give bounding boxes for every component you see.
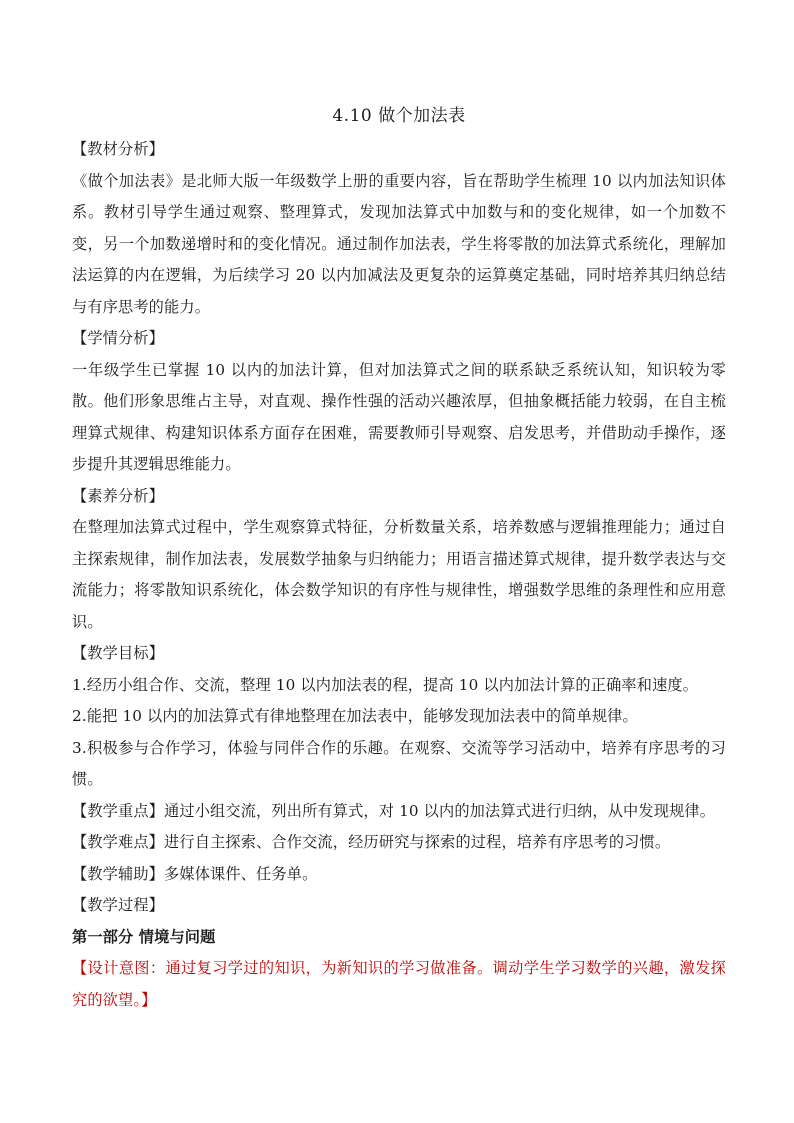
page-title: 4.10 做个加法表 xyxy=(332,106,466,126)
section-heading-key-point: 【教学重点】 xyxy=(72,801,165,820)
goal-item-1: 1.经历小组合作、交流，整理 10 以内加法表的程，提高 10 以内加法计算的正确率和速度。 xyxy=(72,675,699,694)
section-heading-literacy: 【素养分析】 xyxy=(72,486,165,505)
section-body-key-point: 通过小组交流，列出所有算式，对 10 以内的加法算式进行归纳，从中发现规律。 xyxy=(164,801,716,820)
section-heading-difficulty: 【教学难点】 xyxy=(72,833,165,851)
section-key-point xyxy=(72,796,726,828)
section-heading-process: 【教学过程】 xyxy=(72,896,165,914)
document-page xyxy=(72,104,726,1016)
goal-item-2: 2.能把 10 以内的加法算式有律地整理在加法表中，能够发现加法表中的简单规律。 xyxy=(72,707,638,725)
goal-item-3: 3.积极参与合作学习，体验与同伴合作的乐趣。在观察、交流等学习活动中，培养有序思考的习惯。 xyxy=(72,738,726,788)
section-difficulty xyxy=(72,827,726,859)
part-one-title: 第一部分 情境与问题 xyxy=(72,927,216,946)
section-heading-students: 【学情分析】 xyxy=(72,329,165,347)
section-body-students: 一年级学生已掌握 10 以内的加法计算，但对加法算式之间的联系缺乏系统认知，知识较为零散。他们形象思维占主导，对直观、操作性强的活动兴趣浓厚，但抽象概括能力较弱，在自主梳理算式规律、构建知识体系方面存在困难，需要教师引导观察、启发思考，并借助动手操作，逐步提升其逻辑思维能力。 xyxy=(72,360,726,473)
section-heading-goals: 【教学目标】 xyxy=(72,644,165,662)
section-body-literacy: 在整理加法算式过程中，学生观察算式特征，分析数量关系，培养数感与逻辑推理能力；通过自主探索规律，制作加法表，发展数学抽象与归纳能力；用语言描述算式规律，提升数学表达与交流能力；将零散知识系统化，体会数学知识的有序性与规律性，增强数学思维的条理性和应用意识。 xyxy=(72,518,726,631)
section-aids xyxy=(72,859,726,891)
section-heading-aids: 【教学辅助】 xyxy=(72,864,165,883)
section-heading-textbook: 【教材分析】 xyxy=(72,140,165,158)
section-body-textbook: 《做个加法表》是北师大版一年级数学上册的重要内容，旨在帮助学生梳理 10 以内加法知识体系。教材引导学生通过观察、整理算式，发现加法算式中加数与和的变化规律，如一个加数不变，另一个加数递增时和的变化情况。通过制作加法表，学生将零散的加法算式系统化，理解加法运算的内在逻辑，为后续学习 20 以内加减法及更复杂的运算奠定基础，同时培养其归纳总结与有序思考的能力。 xyxy=(72,171,726,316)
section-body-aids: 多媒体课件、任务单。 xyxy=(164,864,318,883)
design-intent-note: 【设计意图：通过复习学过的知识，为新知识的学习做准备。调动学生学习数学的兴趣，激发探究的欲望。】 xyxy=(72,959,726,1009)
section-body-difficulty: 进行自主探索、合作交流，经历研究与探索的过程，培养有序思考的习惯。 xyxy=(164,833,671,851)
